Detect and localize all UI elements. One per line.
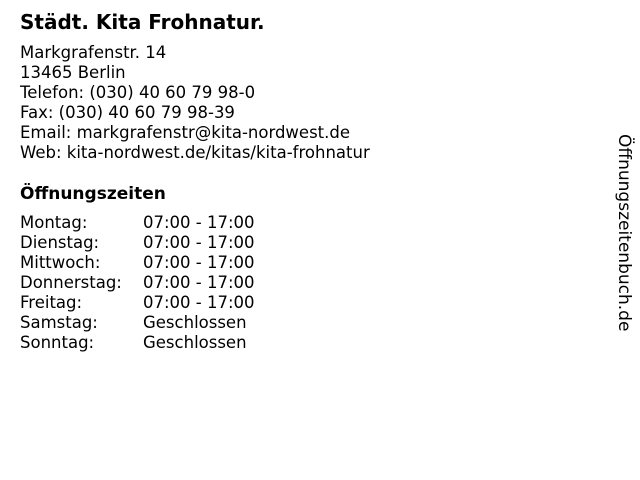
page-title: Städt. Kita Frohnatur. [20, 10, 265, 34]
time-value: Geschlossen [143, 333, 247, 352]
day-label: Sonntag: [20, 333, 95, 352]
hours-row-monday [20, 213, 320, 233]
hours-row-friday [20, 293, 320, 313]
street-line: Markgrafenstr. 14 [20, 43, 167, 62]
hours-row-saturday [20, 313, 320, 333]
opening-hours-list [20, 213, 320, 353]
hours-row-sunday [20, 333, 320, 353]
time-value: 07:00 - 17:00 [143, 253, 255, 272]
hours-row-wednesday [20, 253, 320, 273]
opening-hours-heading: Öffnungszeiten [20, 184, 166, 204]
day-label: Samstag: [20, 313, 98, 332]
phone-line: Telefon: (030) 40 60 79 98-0 [20, 83, 256, 102]
hours-row-thursday [20, 273, 320, 293]
time-value: 07:00 - 17:00 [143, 213, 255, 232]
site-watermark: Öffnungszeitenbuch.de [614, 134, 634, 332]
day-label: Montag: [20, 213, 88, 232]
day-label: Freitag: [20, 293, 83, 312]
email-line: Email: markgrafenstr@kita-nordwest.de [20, 123, 351, 142]
fax-line: Fax: (030) 40 60 79 98-39 [20, 103, 235, 122]
day-label: Dienstag: [20, 233, 100, 252]
time-value: 07:00 - 17:00 [143, 233, 255, 252]
address-block [20, 43, 370, 163]
day-label: Donnerstag: [20, 273, 122, 292]
city-line: 13465 Berlin [20, 63, 126, 82]
web-line: Web: kita-nordwest.de/kitas/kita-frohnatur [20, 143, 370, 162]
time-value: Geschlossen [143, 313, 247, 332]
time-value: 07:00 - 17:00 [143, 273, 255, 292]
time-value: 07:00 - 17:00 [143, 293, 255, 312]
day-label: Mittwoch: [20, 253, 101, 272]
hours-row-tuesday [20, 233, 320, 253]
